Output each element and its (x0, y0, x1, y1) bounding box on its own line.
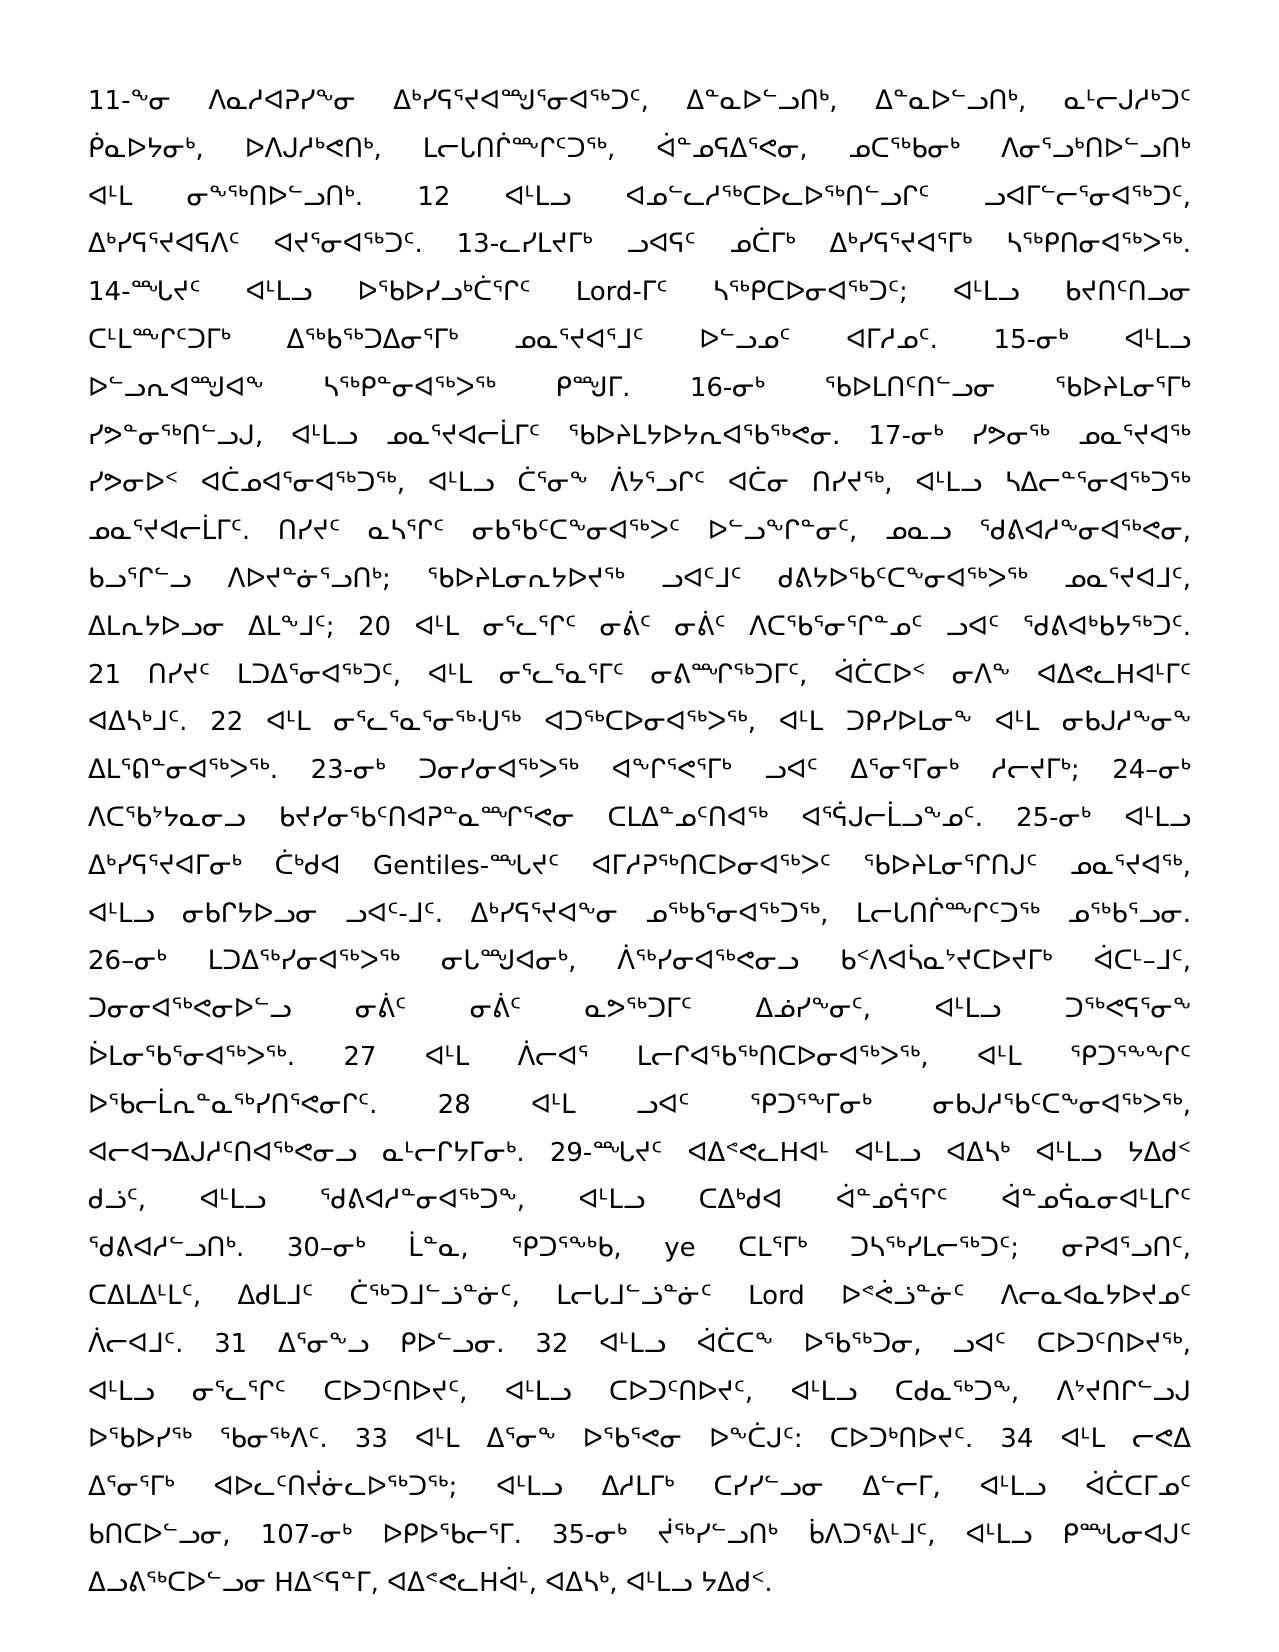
text-line-15: ᐃᒪᕐᕠᓐᓂᐊᖅᐳᖅ. 23-ᓂᒃ ᑐᓂᓯᓂᐊᖅᐳᖅ ᐊᖕᒋᕐᕙᕐᒥᒃ ᓗᐊᑦ ᐃᕐᓂᕐᒥᓂᒃ ᓱᓕᔪᒥᒃ; 24–ᓂᒃ (88, 755, 1191, 786)
text-line-11: ᑲᓗᕐᒋᓪᓗ ᐱᐅᔪᓐᓃᕐᓗᑎᒃ; ᖃᐅᔨᒪᓂᕆᔭᐅᔪᖅ ᓗᐊᑦᒧᑦ ᑯᕕᔭᐅᖃᑦᑕᖕᓂᐊᖅᐳᖅ ᓄᓇᕐᔪᐊᒧᑦ, (88, 563, 1191, 594)
document-page (88, 78, 1191, 1598)
text-line-16: ᐱᑕᖃᔾᔭᓇᓂᓗ ᑲᔪᓯᓂᖃᑦᑎᐊᕈᓐᓇᙱᕐᕙᓂ ᑕᒪᐃᓐᓄᑦᑎᐊᖅ ᐊᕐᕌᒍᓕᒫᓗᖕᓄᑦ. 25-ᓂᒃ ᐊᒻᒪᓗ (88, 802, 1191, 833)
text-line-18: ᐊᒻᒪᓗ ᓂᑲᒋᔭᐅᓗᓂ ᓗᐊᑦ-ᒧᑦ. ᐃᒃᓯᕋᕐᔪᐊᖕᓂ ᓄᖅᑲᕐᓂᐊᖅᑐᖅ, ᒪᓕᒐᑎᒌᖖᒋᑦᑐᖅ ᓄᖅᑲᕐᓗᓂ. (88, 898, 1191, 929)
text-line-26: ᑕᐃᒪᐃᒻᒪᑦ, ᐃᑯᒪᒧᑦ ᑖᖅᑐᒧᓪᓘᓐᓃᑦ, ᒪᓕᒐᒧᓪᓘᓐᓃᑦ Lord ᐅᕝᕚᓘᓐᓃᑦ ᐱᓕᓇᐊᓇᔭᐅᔪᓄᑦ (88, 1280, 1191, 1311)
text-line-22: ᐅᖃᓕᒫᕆᓐᓇᖅᓯᑎᕐᕙᓂᒋᑦ. 28 ᐊᒻᒪ ᓗᐊᑦ ᕿᑐᕐᖕᒥᓂᒃ ᓂᑲᒍᓱᖃᑦᑕᖕᓂᐊᖅᐳᖅ, (88, 1089, 1191, 1120)
text-line-3: ᐊᒻᒪ ᓂᖕᖅᑎᐅᓪᓗᑎᒃ. 12 ᐊᒻᒪᓗ ᐊᓄᓪᓚᓱᖅᑕᐅᓚᐅᖅᑎᓪᓗᒋᑦ ᓗᐊᒥᓪᓕᕐᓂᐊᖅᑐᑦ, (88, 181, 1191, 212)
text-line-29: ᐅᖃᐅᓯᖅ ᖃᓂᖅᐱᑦ. 33 ᐊᒻᒪ ᐃᕐᓂᖕ ᐅᖃᕐᕙᓂ ᐅᖕᑖᒍᑦ: ᑕᐅᑐᒃᑎᐅᔪᑦ. 34 ᐊᒻᒪ ᓕᕙᐃ (88, 1424, 1191, 1455)
text-line-32: ᐃᓗᕕᖅᑕᐅᓪᓗᓂ Hᐃᑉᕋᓐᒥ, ᐊᐃᕝᕙᓚHᐋᒻ, ᐊᐃᓴᒃ, ᐊᒻᒪᓗ ᔭᐃᑯᑉ. (88, 1567, 773, 1598)
text-line-20: ᑐᓂᓂᐊᖅᕙᓂᐅᓪᓗ ᓂᕖᑦ ᓂᕖᑦ ᓇᕗᖅᑐᒥᑦ ᐃᓅᓯᖕᓂᑦ, ᐊᒻᒪᓗ ᑐᖅᕙᕋᕐᓂᖕ (88, 994, 1191, 1025)
text-line-12: ᐃᒪᕆᔭᐅᓗᓂ ᐃᒪᖕᒧᑦ; 20 ᐊᒻᒪ ᓂᕐᓚᕐᒋᑦ ᓂᕖᑦ ᓂᕖᑦ ᐱᑕᖃᕐᓂᕐᒋᓐᓄᑦ ᓗᐊᑦ ᖁᕕᐊᒃᑲᔭᖅᑐᑦ. (88, 611, 1191, 642)
text-line-10: ᓄᓇᕐᔪᐊᓕᒫᒥᑦ. ᑎᓯᔪᑦ ᓇᓴᕐᒋᑦ ᓂᑲᖃᑦᑕᖕᓂᐊᖅᐳᑦ ᐅᓪᓗᖕᒋᓐᓂᑦ, ᓄᓇᓗ ᖁᕕᐊᓱᖕᓂᐊᖅᕙᓂ, (88, 516, 1191, 547)
text-line-8: ᓯᕗᓐᓂᖅᑎᓪᓗᒍ, ᐊᒻᒪᓗ ᓄᓇᕐᔪᐊᓕᒫᒥᑦ ᖃᐅᔨᒪᔭᐅᔭᕆᐊᖃᖅᕙᓂ. 17-ᓂᒃ ᓯᕗᓂᖅ ᓄᓇᕐᔪᐊᖅ (88, 420, 1191, 451)
text-line-25: ᖁᕕᐊᓱᓪᓗᑎᒃ. 30–ᓂᒃ ᒫᓐᓇ, ᕿᑐᕐᖕᒃᑲ, ye ᑕᒪᕐᒥᒃ ᑐᓴᖅᓯᒪᓕᖅᑐᑦ; ᓂᕈᐊᕐᓗᑎᑦ, (88, 1233, 1191, 1264)
text-line-13: 21 ᑎᓯᔪᑦ ᒪᑐᐃᕐᓂᐊᖅᑐᑦ, ᐊᒻᒪ ᓂᕐᓚᕐᓇᕐᒥᑦ ᓂᕕᙱᖅᑐᒥᑦ, ᐋᑖᑕᐅᑉ ᓂᐱᖕ ᐊᐃᕙᓚHᐊᒻᒥᑦ (88, 659, 1191, 690)
text-line-27: ᐲᓕᐊᒧᑦ. 31 ᐃᕐᓂᖕᓗ ᑭᐅᓪᓗᓂ. 32 ᐊᒻᒪᓗ ᐋᑖᑕᖕ ᐅᖃᖅᑐᓂ, ᓗᐊᑦ ᑕᐅᑐᑦᑎᐅᔪᖅ, (88, 1328, 1191, 1359)
text-line-28: ᐊᒻᒪᓗ ᓂᕐᓚᕐᒋᑦ ᑕᐅᑐᑦᑎᐅᔪᑦ, ᐊᒻᒪᓗ ᑕᐅᑐᑦᑎᐅᔪᑦ, ᐊᒻᒪᓗ ᑕᑯᓇᖅᑐᖕ, ᐱᔾᔪᑎᒋᓪᓗᒍ (88, 1376, 1191, 1407)
text-line-2: ᑮᓇᐅᔭᓂᒃ, ᐅᐱᒍᓱᒃᕙᑎᒃ, ᒪᓕᒐᑎᒌᖖᒋᑦᑐᖅ, ᐋᓐᓄᕋᐃᕐᕙᓂ, ᓄᑕᖅᑲᓂᒃ ᐱᓂᕐᓗᒃᑎᐅᓪᓗᑎᒃ (88, 133, 1191, 164)
text-line-21: ᐆᒪᓂᖃᕐᓂᐊᖅᐳᖅ. 27 ᐊᒻᒪ ᐲᓕᐊᕐ ᒪᓕᒋᐊᖃᖅᑎᑕᐅᓂᐊᖅᐳᖅ, ᐊᒻᒪ ᕿᑐᕐᖕᖕᒋᑦ (88, 1041, 1191, 1072)
text-line-31: ᑲᑎᑕᐅᓪᓗᓂ, 107-ᓂᒃ ᐅᑭᐅᖃᓕᕐᒥ. 35-ᓂᒃ ᔫᖅᓯᓪᓗᑎᒃ ᑳᐱᑐᕐᕕᒻᒧᑦ, ᐊᒻᒪᓗ ᑭᙵᓂᐊᒍᑦ (88, 1519, 1191, 1550)
text-line-30: ᐃᕐᓂᕐᒥᒃ ᐊᐅᓚᑦᑎᔫᓃᓚᐅᖅᑐᖅ; ᐊᒻᒪᓗ ᐃᓱᒪᒥᒃ ᑕᓯᓯᓪᓗᓂ ᐃᓪᓕᒥ, ᐊᒻᒪᓗ ᐋᑖᑕᒥᓄᑦ (88, 1472, 1191, 1503)
text-line-24: ᑯᓘᑦ, ᐊᒻᒪᓗ ᖁᕕᐊᓱᓐᓂᐊᖅᑐᖕ, ᐊᒻᒪᓗ ᑕᐃᒃᑯᐊ ᐋᓐᓄᕌᕐᒋᑦ ᐋᓐᓄᕌᓇᓂᐊᒻᒪᒋᑦ (88, 1185, 1191, 1216)
text-line-23: ᐊᓕᐊᓓᐃᒍᓱᑦᑎᐊᖅᕙᓂᓗ ᓇᒻᓕᒋᔭᒥᓂᒃ. 29-ᙵᔪᑦ ᐊᐃᕝᕙᓚHᐊᒻ ᐊᒻᒪᓗ ᐊᐃᓴᒃ ᐊᒻᒪᓗ ᔭᐃᑯᑉ (88, 1137, 1191, 1168)
text-line-19: 26–ᓂᒃ ᒪᑐᐃᖅᓯᓂᐊᖅᐳᖅ ᓂᒐᙳᐊᓂᒃ, ᐲᖅᓯᓂᐊᖅᕙᓂᓗ ᑲᑉᐱᐊᓵᓇᔾᔪᑕᐅᔪᒥᒃ ᐋᑕᒻ–ᒧᑦ, (88, 946, 1191, 977)
text-line-5: 14-ᙵᔪᑦ ᐊᒻᒪᓗ ᐅᖃᐅᓯᓗᒃᑖᕐᒋᑦ Lord-ᒥᑦ ᓴᖅᑭᑕᐅᓂᐊᖅᑐᑦ; ᐊᒻᒪᓗ ᑲᔪᑎᑦᑎᓗᓂ (88, 277, 1191, 308)
text-line-1: 11-ᖕᓂ ᐱᓇᓱᐊᕈᓯᖕᓂ ᐃᒃᓯᕋᕐᔪᐊᙳᕐᓂᐊᖅᑐᑦ, ᐃᓐᓇᐅᓪᓗᑎᒃ, ᐃᓐᓇᐅᓪᓗᑎᒃ, ᓇᒻᓕᒍᓱᒃᑐᑦ (88, 86, 1191, 116)
text-line-17: ᐃᒃᓯᕋᕐᔪᐊᒥᓂᒃ ᑖᒃᑯᐊ Gentiles-ᙵᔪᑦ ᐊᒥᓱᕈᖅᑎᑕᐅᓂᐊᖅᐳᑦ ᖃᐅᔨᒪᓂᕐᒋᑎᒍᑦ ᓄᓇᕐᔪᐊᖅ, (88, 850, 1191, 881)
text-line-4: ᐃᒃᓯᕋᕐᔪᐊᕋᐱᑦ ᐊᔪᕐᓂᐊᖅᑐᑦ. 13-ᓚᓯᒪᔪᒥᒃ ᓗᐊᕋᑦ ᓄᑖᒥᒃ ᐃᒃᓯᕋᕐᔪᐊᕐᒥᒃ ᓴᖅᑭᑎᓂᐊᖅᐳᖅ. (88, 229, 1191, 260)
text-line-7: ᐅᓪᓗᕆᐊᙳᐊᖕ ᓴᖅᑭᓐᓂᐊᖅᐳᖅ ᑭᙳᒥ. 16-ᓂᒃ ᖃᐅᒪᑎᑦᑎᓪᓗᓂ ᖃᐅᔨᒪᓂᕐᒥᒃ (88, 372, 1191, 403)
text-line-9: ᓯᕗᓂᐅᑉ ᐊᑖᓄᐊᕐᓂᐊᖅᑐᖅ, ᐊᒻᒪᓗ ᑖᕐᓂᖕ ᐲᔭᕐᓗᒋᑦ ᐊᑖᓂ ᑎᓯᔪᖅ, ᐊᒻᒪᓗ ᓴᐃᓕᓐᕐᓂᐊᖅᑐᖅ (88, 468, 1191, 499)
text-line-14: ᐊᐃᓴᒃᒧᑦ. 22 ᐊᒻᒪ ᓂᕐᓚᕐᓇᕐᓂᖅᑗᖅ ᐊᑐᖅᑕᐅᓂᐊᖅᐳᖅ, ᐊᒻᒪ ᑐᑭᓯᐅᒪᓂᖕ ᐊᒻᒪ ᓂᑲᒍᓱᖕᓂᖕ (88, 707, 1191, 738)
text-line-6: ᑕᒻᒪᖖᒋᑦᑐᒥᒃ ᐃᖅᑲᖅᑐᐃᓂᕐᒥᒃ ᓄᓇᕐᔪᐊᕐᒧᑦ ᐅᓪᓗᓄᑦ ᐊᒥᓱᓄᑦ. 15-ᓂᒃ ᐊᒻᒪᓗ (88, 324, 1191, 355)
